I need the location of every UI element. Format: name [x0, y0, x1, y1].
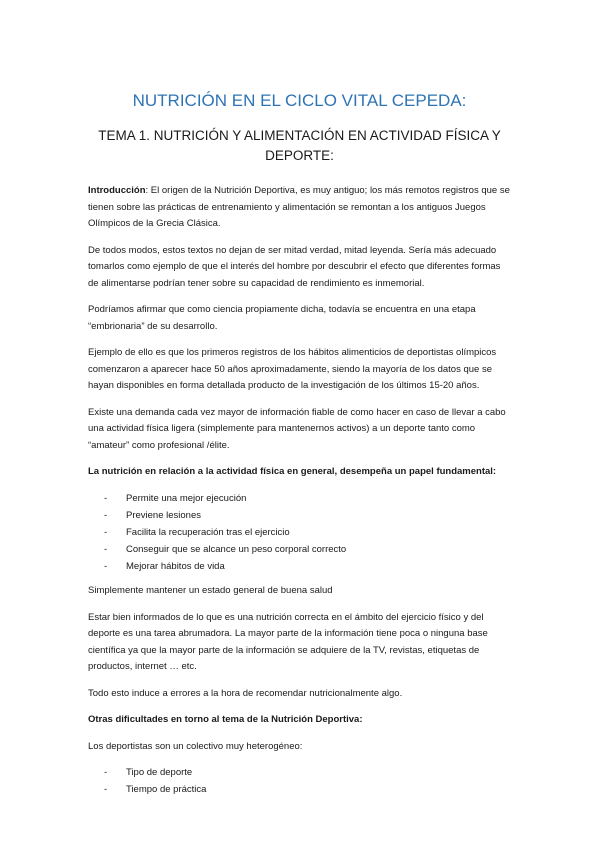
list-item-text: Tiempo de práctica	[126, 784, 207, 795]
document-subtitle: TEMA 1. NUTRICIÓN Y ALIMENTACIÓN EN ACTIVIDAD FÍSICA Y DEPORTE:	[98, 128, 501, 163]
list-item	[104, 508, 511, 525]
paragraph: Estar bien informados de lo que es una nutrición correcta en el ámbito del ejercicio físico y del deporte es una tarea abrumadora. La mayor parte de la información tiene poca o ninguna base científica ya que la mayor parte de la información se adquiere de la TV, revistas, etiquetas de productos, internet … etc.	[88, 611, 488, 672]
paragraph: Todo esto induce a errores a la hora de recomendar nutricionalmente algo.	[88, 687, 403, 699]
section-heading-text: La nutrición en relación a la actividad física en general, desempeña un papel fundamental:	[88, 466, 497, 477]
list-item-text: Previene lesiones	[126, 509, 201, 521]
list-item	[104, 491, 511, 508]
dash-bullet: -	[104, 784, 108, 795]
dash-bullet: -	[104, 509, 108, 521]
list-item	[104, 782, 511, 799]
list-item-text: Permite una mejor ejecución	[126, 492, 247, 504]
paragraph: Podríamos afirmar que como ciencia propiamente dicha, todavía se encuentra en una etapa “embrionaria” de su desarrollo.	[88, 304, 476, 332]
dash-bullet: -	[104, 492, 108, 504]
document-title: NUTRICIÓN EN EL CICLO VITAL CEPEDA:	[132, 91, 467, 110]
paragraph: Simplemente mantener un estado general de buena salud	[88, 585, 333, 596]
paragraph: De todos modos, estos textos no dejan de ser mitad verdad, mitad leyenda. Sería más adecuado tomarlos como ejemplo de que el interés del hombre por descubrir el efecto que diferentes formas de alimentarse podrían tener sobre su capacidad de rendimiento es inmemorial.	[88, 244, 501, 289]
list-item-text: Conseguir que se alcance un peso corporal correcto	[126, 543, 347, 555]
intro-label: Introducción	[88, 185, 146, 196]
list-item-text: Tipo de deporte	[126, 767, 193, 778]
section-heading	[88, 712, 511, 729]
list-item	[104, 525, 511, 542]
list-item	[104, 559, 511, 576]
list-item	[104, 542, 511, 559]
document-body	[88, 183, 511, 799]
list-item	[104, 765, 511, 782]
list-item-text: Mejorar hábitos de vida	[126, 560, 225, 572]
paragraph: Existe una demanda cada vez mayor de información fiable de como hacer en caso de llevar a cabo una actividad física ligera (simplemente para mantenernos activos) a un deporte tanto como “amateur” como profesional /élite.	[88, 406, 506, 451]
section-heading	[88, 464, 511, 481]
dash-bullet: -	[104, 526, 108, 538]
intro-text: : El origen de la Nutrición Deportiva, es muy antiguo; los más remotos registros que se tienen sobre las prácticas de entrenamiento y alimentación se remontan a los antiguos Juegos Olímpicos de la Grecia Clásica.	[88, 185, 510, 229]
dash-bullet: -	[104, 543, 108, 555]
difficulties-list	[88, 765, 511, 799]
list-item-text: Facilita la recuperación tras el ejercicio	[126, 526, 290, 538]
dash-bullet: -	[104, 560, 108, 572]
paragraph: Los deportistas son un colectivo muy heterogéneo:	[88, 740, 303, 752]
benefits-list	[88, 491, 511, 576]
intro-paragraph	[88, 183, 511, 233]
dash-bullet: -	[104, 767, 108, 778]
paragraph: Ejemplo de ello es que los primeros registros de los hábitos alimenticios de deportistas olímpicos comenzaron a aparecer hace 50 años aproximadamente, siendo la mayoría de los datos que se hayan disponibles en forma detallada producto de la investigación de los últimos 15-20 años.	[88, 347, 497, 391]
section-heading-text: Otras dificultades en torno al tema de la Nutrición Deportiva:	[88, 714, 363, 725]
